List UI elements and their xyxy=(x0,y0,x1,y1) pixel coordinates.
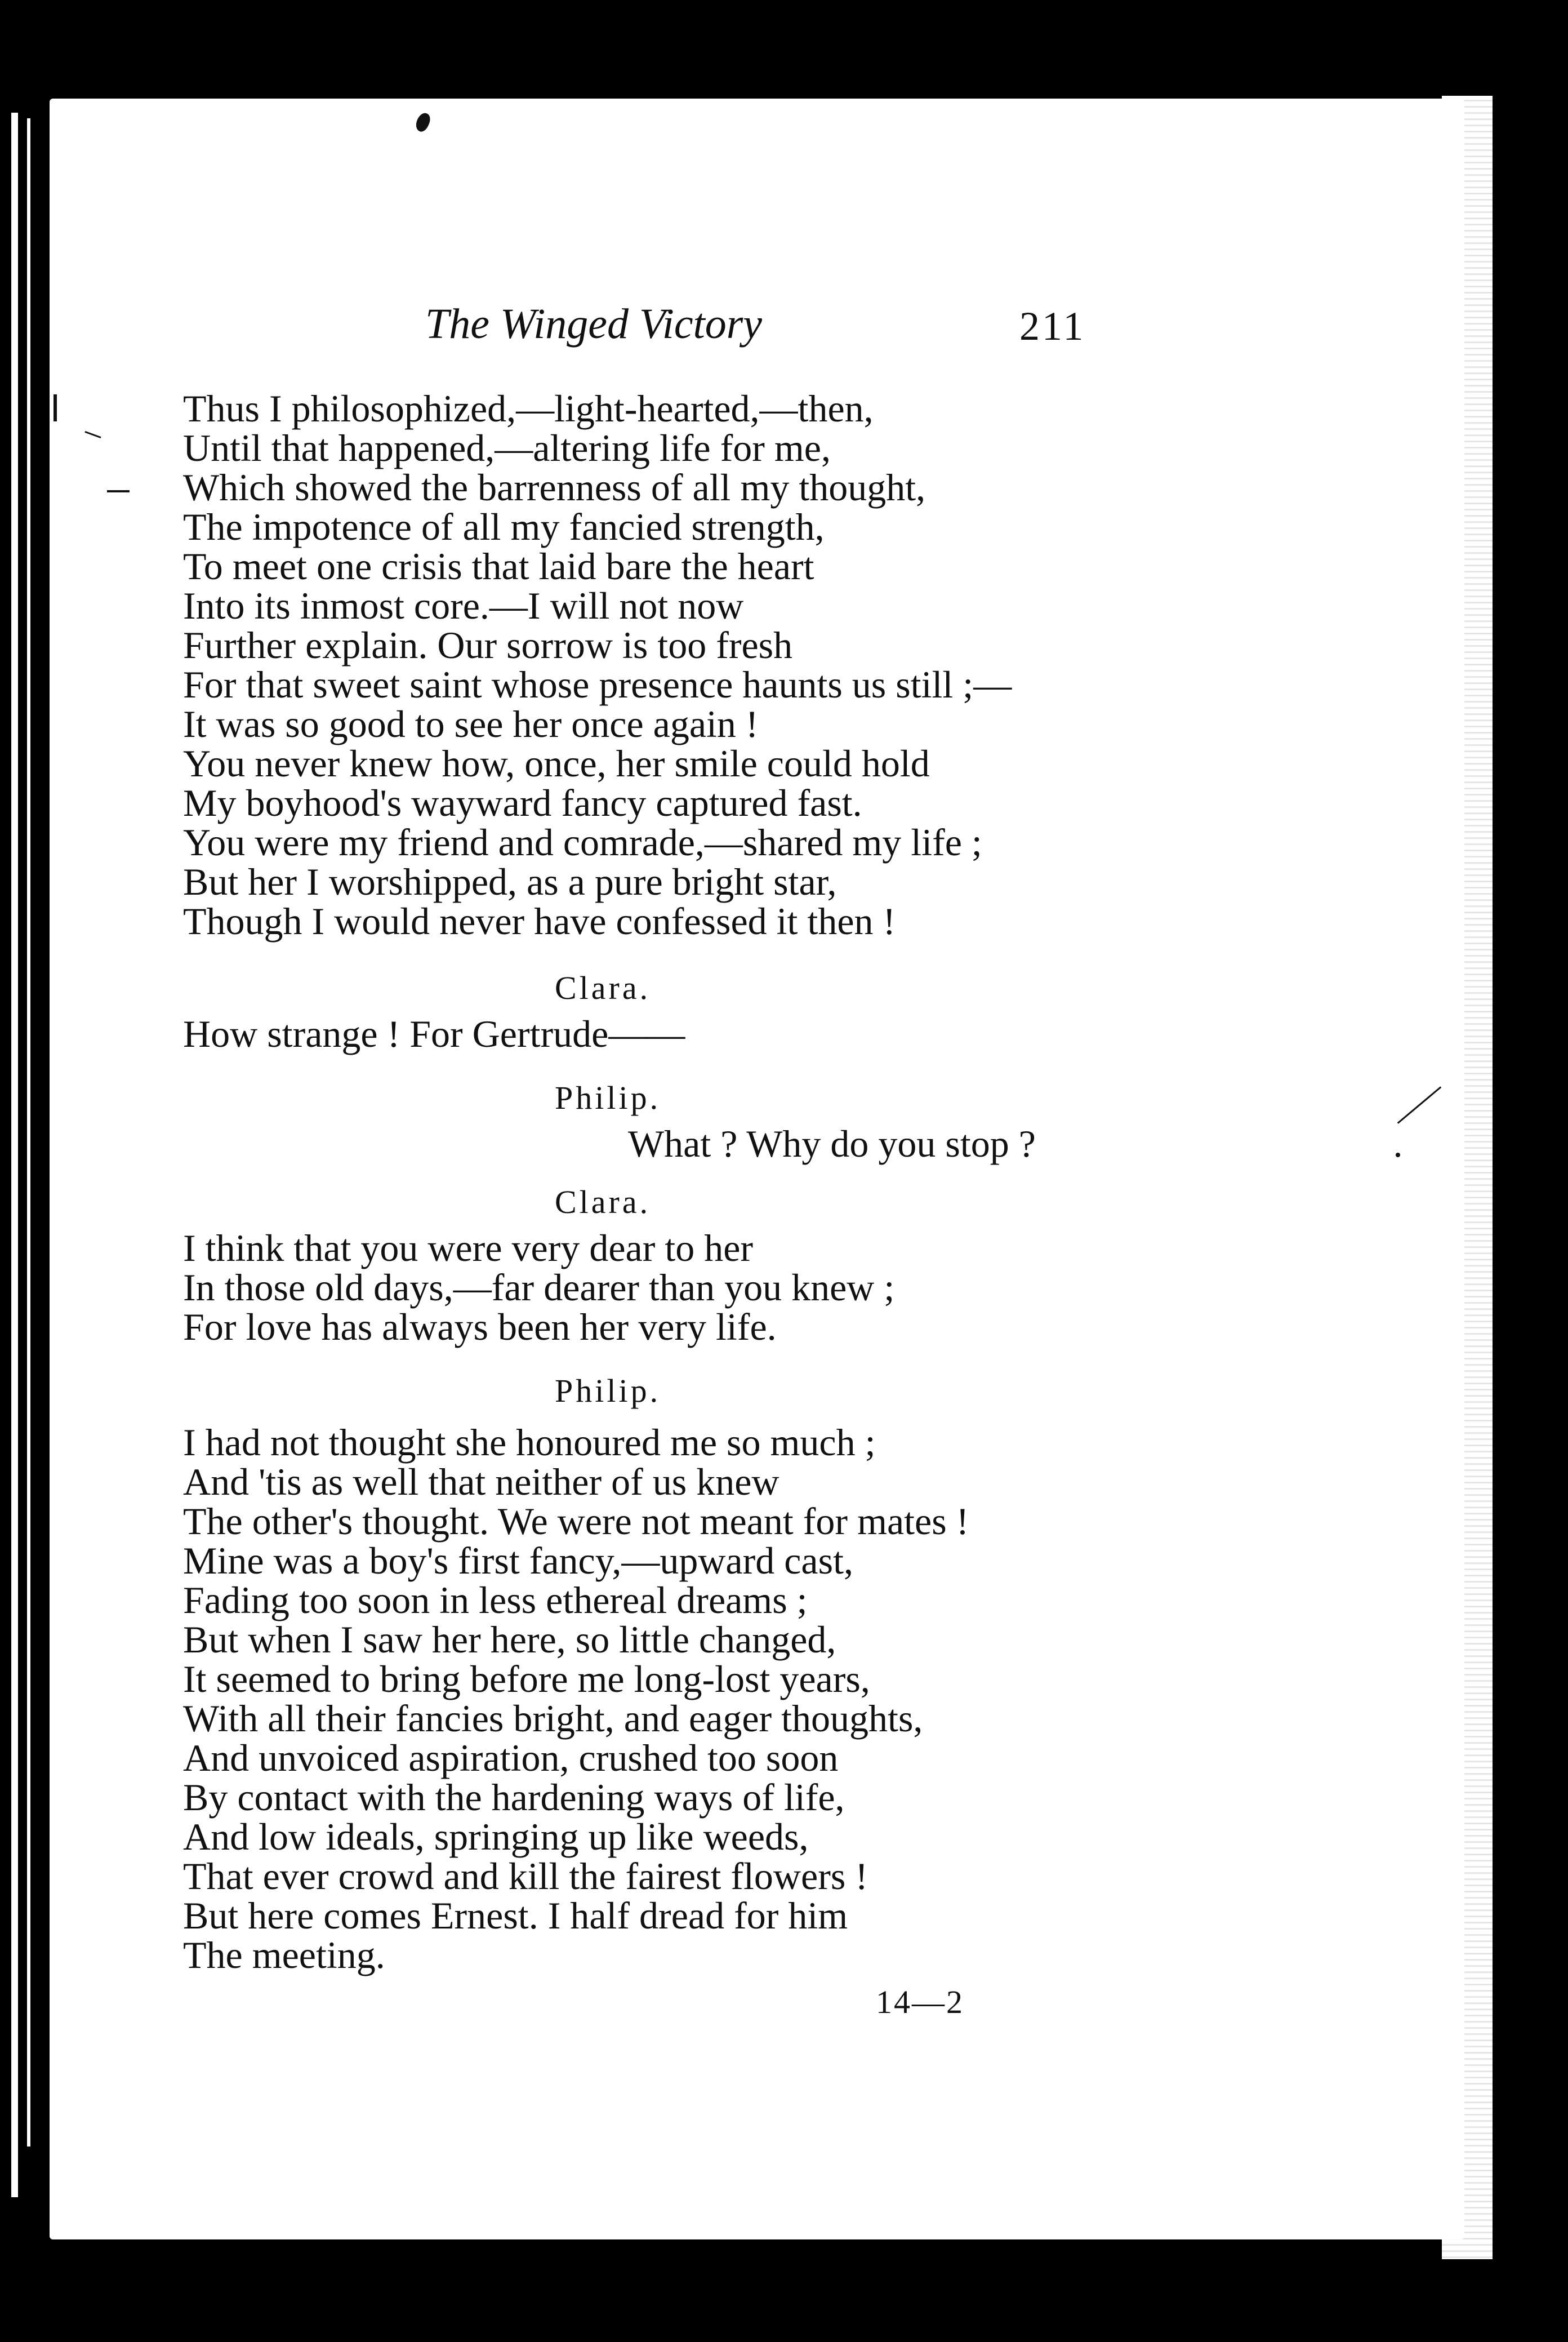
verse-line: But her I worshipped, as a pure bright star, xyxy=(183,860,837,903)
verse-line: You never knew how, once, her smile could hold xyxy=(183,742,930,785)
verse-line: But when I saw her here, so little changed, xyxy=(183,1618,836,1661)
margin-dot xyxy=(1396,1153,1400,1157)
verse-line: But here comes Ernest. I half dread for him xyxy=(183,1894,848,1937)
verse-line: It was so good to see her once again ! xyxy=(183,703,759,745)
verse-line: And unvoiced aspiration, crushed too soon xyxy=(183,1736,839,1779)
speaker-name: Philip. xyxy=(555,1079,661,1116)
verse-line: I think that you were very dear to her xyxy=(183,1226,754,1269)
verse-line: In those old days,—far dearer than you knew ; xyxy=(183,1266,895,1309)
verse-line: It seemed to bring before me long-lost years, xyxy=(183,1657,870,1700)
verse-line: The meeting. xyxy=(183,1934,385,1976)
margin-dash xyxy=(107,490,130,492)
verse-line: Though I would never have confessed it then ! xyxy=(183,900,896,943)
speaker-name: Philip. xyxy=(555,1372,661,1409)
margin-bracket xyxy=(54,394,57,421)
verse-line: Mine was a boy's first fancy,—upward cast, xyxy=(183,1539,853,1582)
verse-line: That ever crowd and kill the fairest flowers ! xyxy=(183,1855,868,1897)
verse-line: What ? Why do you stop ? xyxy=(628,1122,1036,1165)
verse-line: With all their fancies bright, and eager thoughts, xyxy=(183,1697,923,1740)
verse-line: To meet one crisis that laid bare the heart xyxy=(183,545,814,588)
verse-line: For that sweet saint whose presence haunts us still ;— xyxy=(183,663,1012,706)
speaker-name: Clara. xyxy=(555,1184,651,1220)
running-title: The Winged Victory xyxy=(425,300,763,348)
speaker-name: Clara. xyxy=(555,970,651,1006)
verse-line: The other's thought. We were not meant for mates ! xyxy=(183,1500,969,1543)
verse-line: I had not thought she honoured me so much ; xyxy=(183,1421,876,1464)
verse-line: And low ideals, springing up like weeds, xyxy=(183,1815,809,1858)
verse-line: By contact with the hardening ways of life, xyxy=(183,1776,845,1819)
verse-line: You were my friend and comrade,—shared my life ; xyxy=(183,821,982,864)
page-edge-left-inner xyxy=(27,118,30,2147)
verse-line: How strange ! For Gertrude—— xyxy=(183,1012,685,1055)
signature-mark: 14—2 xyxy=(876,1984,964,2020)
page-header xyxy=(0,300,1568,362)
verse-line: Until that happened,—altering life for me, xyxy=(183,426,831,469)
page-number: 211 xyxy=(1019,304,1086,349)
verse-line: Which showed the barrenness of all my thought, xyxy=(183,466,926,509)
verse-line: The impotence of all my fancied strength, xyxy=(183,505,825,548)
verse-line: My boyhood's wayward fancy captured fast. xyxy=(183,781,862,824)
verse-line: For love has always been her very life. xyxy=(183,1305,777,1348)
page-edge-left xyxy=(11,113,18,2197)
verse-line: Into its inmost core.—I will not now xyxy=(183,584,744,627)
verse-line: And 'tis as well that neither of us knew xyxy=(183,1460,779,1503)
verse-line: Further explain. Our sorrow is too fresh xyxy=(183,624,793,666)
verse-line: Thus I philosophized,—light-hearted,—then, xyxy=(183,387,874,430)
verse-line: Fading too soon in less ethereal dreams ; xyxy=(183,1579,808,1621)
